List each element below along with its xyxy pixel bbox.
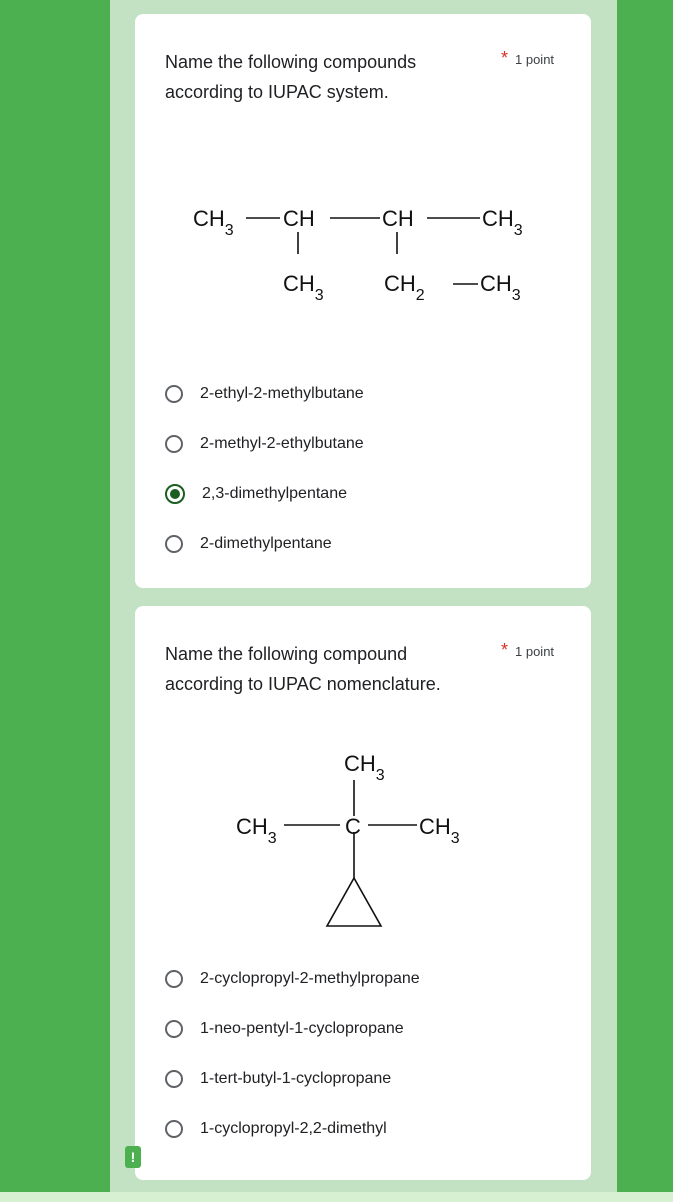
required-asterisk: * [501, 640, 509, 660]
radio-button[interactable] [165, 385, 183, 403]
option-item[interactable] [165, 1054, 420, 1104]
label-ch-a: CH [283, 206, 315, 231]
option-item[interactable] [165, 1104, 420, 1154]
chemical-structure-image [135, 14, 591, 334]
label-ch3-substituent: $CH_3$ [283, 271, 324, 304]
label-ch3-end: $CH_3$ [480, 271, 521, 304]
option-label: 2-methyl-2-ethylbutane [200, 435, 364, 452]
option-label: 2,3-dimethylpentane [202, 485, 347, 502]
option-item[interactable] [165, 369, 364, 419]
radio-button[interactable] [165, 435, 183, 453]
points-label: 1 point [515, 644, 555, 659]
points-label: 1 point [515, 52, 555, 67]
option-item[interactable] [165, 954, 420, 1004]
option-item[interactable] [165, 1004, 420, 1054]
option-label: 1-tert-butyl-1-cyclopropane [200, 1070, 392, 1087]
chemical-structure-image [135, 606, 591, 946]
label-ch3-left: $CH_3$ [193, 206, 234, 239]
label-ch-b: CH [382, 206, 414, 231]
bottom-strip [0, 1192, 673, 1202]
option-label: 2-ethyl-2-methylbutane [200, 385, 364, 402]
label-quaternary-carbon: C [345, 814, 361, 839]
question-card-2 [135, 606, 591, 1180]
question-title-line-1: Name the following compound [165, 644, 408, 664]
option-label: 1-cyclopropyl-2,2-dimethyl [200, 1120, 387, 1137]
option-label: 1-neo-pentyl-1-cyclopropane [200, 1020, 404, 1037]
radio-button[interactable] [165, 970, 183, 988]
radio-button[interactable] [165, 1120, 183, 1138]
option-item[interactable] [165, 519, 364, 569]
required-asterisk: * [501, 48, 509, 68]
question-title-line-2: according to IUPAC nomenclature. [165, 674, 441, 694]
label-ch3-top: $CH_3$ [344, 751, 385, 784]
radio-button-selected[interactable] [165, 484, 185, 504]
radio-button[interactable] [165, 1070, 183, 1088]
label-ch3-left: $CH_3$ [236, 814, 277, 847]
option-label: 2-cyclopropyl-2-methylpropane [200, 970, 420, 987]
radio-button[interactable] [165, 1020, 183, 1038]
label-ch3-right: $CH_3$ [482, 206, 523, 239]
options-list [165, 954, 420, 1154]
option-item[interactable] [165, 469, 364, 519]
radio-button[interactable] [165, 535, 183, 553]
option-label: 2-dimethylpentane [200, 535, 332, 552]
options-list [165, 369, 364, 569]
option-item[interactable] [165, 419, 364, 469]
question-card-1 [135, 14, 591, 588]
question-title-line-2: according to IUPAC system. [165, 82, 389, 102]
label-ch2-substituent: $CH_2$ [384, 271, 425, 304]
feedback-flag-icon[interactable]: ! [125, 1146, 141, 1168]
label-ch3-right: $CH_3$ [419, 814, 460, 847]
question-title-line-1: Name the following compounds [165, 52, 417, 72]
